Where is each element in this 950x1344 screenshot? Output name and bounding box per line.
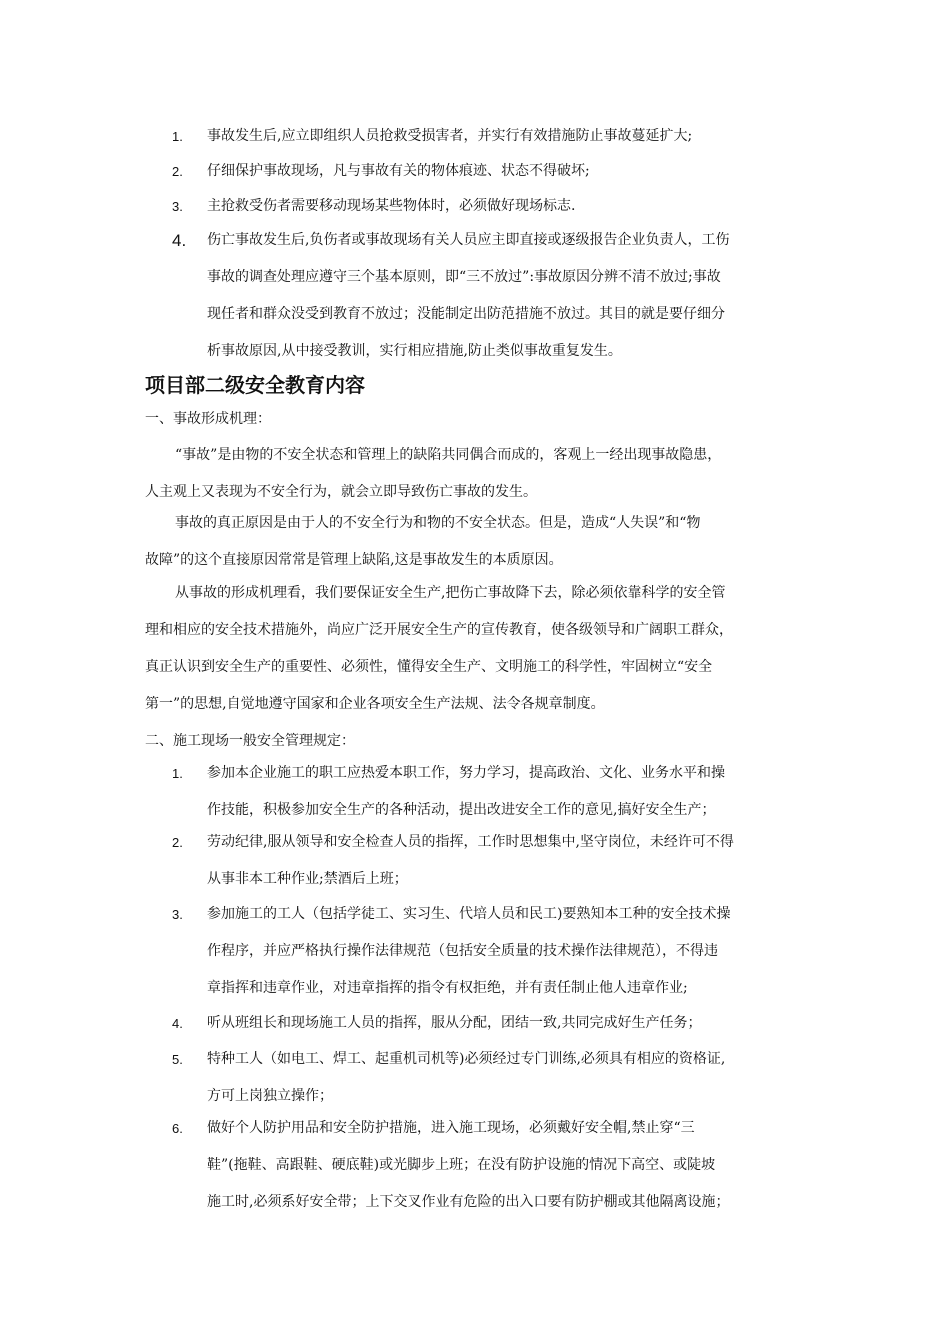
text-line: 伤亡事故发生后,负伤者或事故现场有关人员应主即直接或逐级报告企业负责人，工伤 xyxy=(207,232,730,248)
list-number: 3. xyxy=(172,199,183,214)
list-text xyxy=(207,896,811,1007)
list-text xyxy=(207,153,811,190)
text-line: 参加施工的工人（包括学徒工、实习生、代培人员和民工)要熟知本工种的安全技术操 xyxy=(207,906,731,922)
list-number: 3. xyxy=(172,907,183,922)
text-line: 作技能，积极参加安全生产的各种活动，提出改进安全工作的意见,搞好安全生产； xyxy=(207,802,716,818)
text-line: 现任者和群众没受到教育不放过；没能制定出防范措施不放过。其目的就是要仔细分 xyxy=(207,306,725,322)
text-line: 听从班组长和现场施工人员的指挥，服从分配，团结一致,共同完成好生产任务； xyxy=(207,1015,702,1031)
list-number: 6. xyxy=(172,1121,183,1136)
text-line: 施工时,必须系好安全带；上下交叉作业有危险的出入口要有防护棚或其他隔离设施； xyxy=(207,1194,730,1210)
list-number: 5. xyxy=(172,1052,183,1067)
text-line: 作程序，并应严格执行操作法律规范（包括安全质量的技术操作法律规范），不得违 xyxy=(207,943,718,959)
section-title: 一、事故形成机理： xyxy=(145,411,271,427)
text-line: 鞋”(拖鞋、高跟鞋、硬底鞋)或光脚步上班；在没有防护设施的情况下高空、或陡坡 xyxy=(207,1157,716,1173)
paragraph xyxy=(145,575,815,723)
text-line: 主抢救受伤者需要移动现场某些物体时，必须做好现场标志. xyxy=(207,198,576,214)
text-line: 特种工人（如电工、焊工、起重机司机等)必须经过专门训练,必须具有相应的资格证, xyxy=(207,1051,726,1067)
section-title: 二、施工现场一般安全管理规定： xyxy=(145,733,355,749)
text-line: 事故发生后,应立即组织人员抢救受损害者，并实行有效措施防止事故蔓延扩大; xyxy=(207,128,693,144)
list-number: 4. xyxy=(172,1016,183,1031)
list-number: 1. xyxy=(172,129,183,144)
text-line: 从事故的形成机理看，我们要保证安全生产,把伤亡事故降下去，除必须依靠科学的安全管 xyxy=(175,585,726,601)
text-line: “事故”是由物的不安全状态和管理上的缺陷共同偶合而成的，客观上一经出现事故隐患， xyxy=(175,447,722,463)
list-text xyxy=(207,755,811,829)
section-heading: 项目部二级安全教育内容 xyxy=(145,373,365,397)
list-text xyxy=(207,1110,811,1221)
list-text xyxy=(207,1005,811,1042)
text-line: 章指挥和违章作业，对违章指挥的指令有权拒绝，并有责任制止他人违章作业; xyxy=(207,980,688,996)
text-line: 事故的调查处理应遵守三个基本原则，即“三不放过”:事故原因分辨不清不放过;事故 xyxy=(207,269,721,285)
text-line: 析事故原因,从中接受教训，实行相应措施,防止类似事故重复发生。 xyxy=(207,343,622,359)
paragraph xyxy=(145,437,815,511)
text-line: 第一”的思想,自觉地遵守国家和企业各项安全生产法规、法令各规章制度。 xyxy=(145,696,605,712)
text-line: 人主观上又表现为不安全行为，就会立即导致伤亡事故的发生。 xyxy=(145,484,537,500)
list-text xyxy=(207,188,811,225)
text-line: 方可上岗独立操作； xyxy=(207,1088,333,1104)
text-line: 劳动纪律,服从领导和安全检查人员的指挥，工作时思想集中,坚守岗位，未经许可不得 xyxy=(207,834,734,850)
text-line: 事故的真正原因是由于人的不安全行为和物的不安全状态。但是，造成“人失误”和“物 xyxy=(175,515,701,531)
text-line: 理和相应的安全技术措施外，尚应广泛开展安全生产的宣传教育，使各级领导和广阔职工群众， xyxy=(145,622,733,638)
list-number: 4. xyxy=(172,231,187,250)
text-line: 仔细保护事故现场，凡与事故有关的物体痕迹、状态不得破坏; xyxy=(207,163,590,179)
list-number: 2. xyxy=(172,835,183,850)
text-line: 参加本企业施工的职工应热爱本职工作，努力学习，提高政治、文化、业务水平和操 xyxy=(207,765,725,781)
list-number: 2. xyxy=(172,164,183,179)
text-line: 真正认识到安全生产的重要性、必须性，懂得安全生产、文明施工的科学性，牢固树立“安全 xyxy=(145,659,713,675)
list-text xyxy=(207,824,811,898)
list-text xyxy=(207,1041,811,1115)
list-text xyxy=(207,118,811,155)
paragraph xyxy=(145,505,815,579)
list-number: 1. xyxy=(172,766,183,781)
list-text xyxy=(207,222,811,370)
text-line: 从事非本工种作业;禁酒后上班； xyxy=(207,871,408,887)
text-line: 做好个人防护用品和安全防护措施，进入施工现场，必须戴好安全帽,禁止穿“三 xyxy=(207,1120,695,1136)
text-line: 故障”的这个直接原因常常是管理上缺陷,这是事故发生的本质原因。 xyxy=(145,552,563,568)
